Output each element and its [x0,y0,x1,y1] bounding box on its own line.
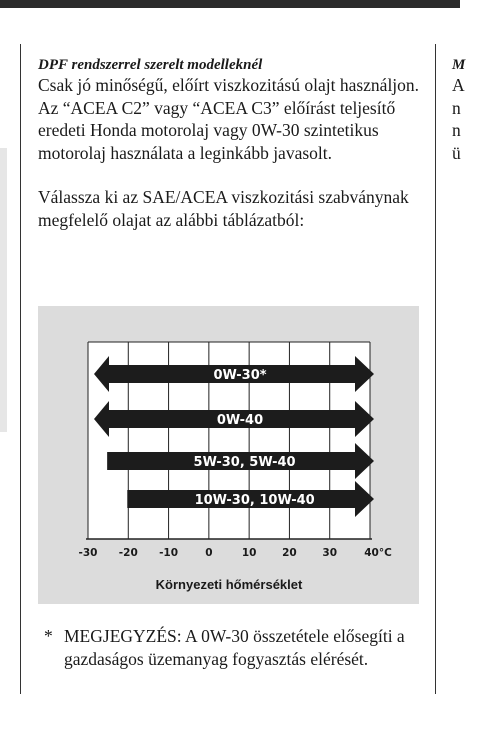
x-tick-label: 10 [241,547,257,559]
section-heading: DPF rendszerrel szerelt modelleknél [38,57,263,73]
footnote [44,625,424,670]
right-column-line: ü [452,142,461,163]
footnote-text: MEGJEGYZÉS: A 0W-30 összetétele elősegíti a gazdaságos üzemanyag fogyasztás elérését. [64,626,405,669]
left-column-rule [20,44,21,694]
right-column-heading: M [452,57,466,73]
right-column-fragment [452,56,482,164]
viscosity-grade-label: 10W-30, 10W-40 [194,493,315,508]
viscosity-instruction-paragraph: Válassza ki az SAE/ACEA viszkozitási szabványnak megfelelő olajat az alábbi táblázatból: [38,187,409,230]
right-column-line: n [452,120,461,140]
x-tick-label: -10 [159,547,179,559]
x-tick-label: 20 [282,547,297,559]
main-column [38,56,428,231]
x-tick-label: -30 [78,547,98,559]
footnote-star: * [44,626,53,646]
right-column-rule [435,44,436,694]
right-column-line: A [452,75,465,95]
x-tick-label: 0 [205,547,213,559]
viscosity-chart-svg [38,306,419,604]
viscosity-chart [38,306,419,604]
left-page-edge [0,148,7,432]
x-tick-label: 40°C [364,547,392,559]
viscosity-grade-label: 0W-40 [216,413,264,428]
viscosity-grade-label: 5W-30, 5W-40 [193,455,296,470]
top-bar [0,0,460,8]
x-axis-title: Környezeti hőmérséklet [155,577,303,592]
x-tick-label: -20 [118,547,138,559]
right-column-line: n [452,97,461,118]
x-tick-label: 30 [322,547,338,559]
viscosity-grade-label: 0W-30* [213,368,267,383]
oil-recommendation-paragraph: Csak jó minőségű, előírt viszkozitású olajt használjon. Az “ACEA C2” vagy “ACEA C3” előírást teljesítő eredeti Honda motorolaj vagy 0W-30 szintetikus motorolaj használata a leginkább javasolt. [38,75,420,163]
